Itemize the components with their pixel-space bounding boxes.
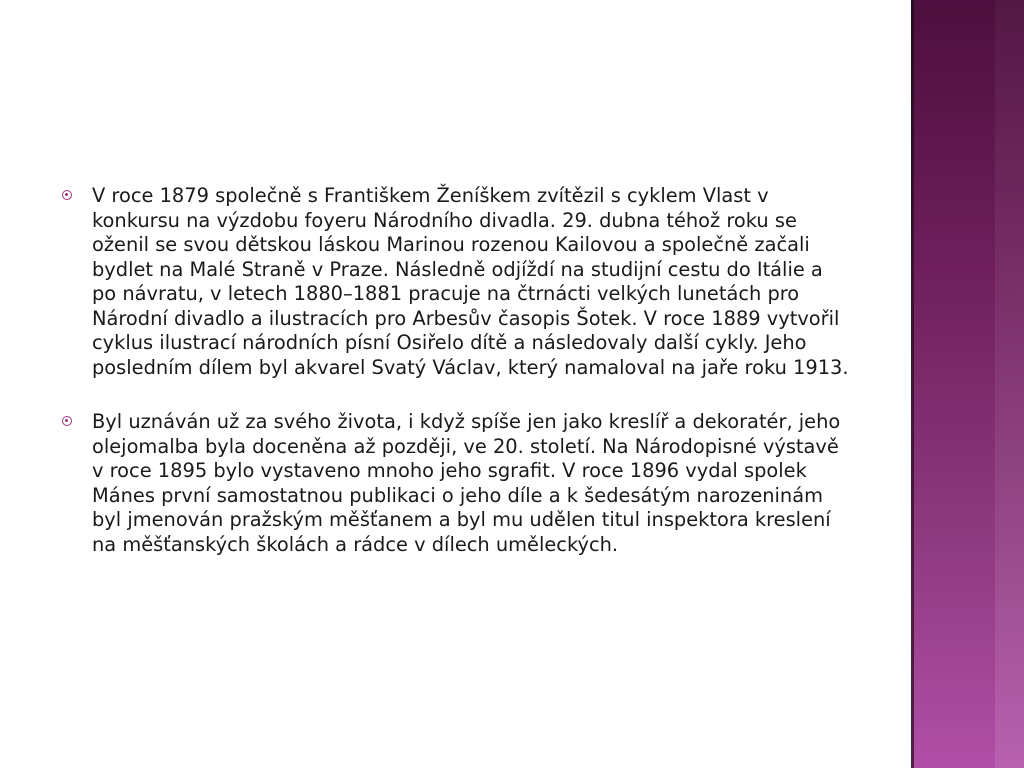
circle-bullet-icon (62, 190, 72, 200)
bullet-text: Byl uznáván už za svého života, i když spíše jen jako kreslíř a dekoratér, jeho olejomalba byla doceněna až později, ve 20. století. Na Národopisné výstavě v roce 1895 bylo vystaveno mnoho jeho sgrafit. V roce 1896 vydal spolek Mánes první samostatnou publikaci o jeho díle a k šedesátým narozeninám byl jmenován pražským měšťanem a byl mu udělen titul inspektora kreslení na měšťanských školách a rádce v dílech uměleckých. (92, 410, 841, 556)
slide-content (62, 184, 852, 587)
bullet-item (62, 184, 852, 380)
bullet-text: V roce 1879 společně s Františkem Ženíškem zvítězil s cyklem Vlast v konkursu na výzdobu foyeru Národního divadla. 29. dubna téhož roku se oženil se svou dětskou láskou Marinou rozenou Kailovou a společně začali bydlet na Malé Straně v Praze. Následně odjíždí na studijní cestu do Itálie a po návratu, v letech 1880–1881 pracuje na čtrnácti velkých lunetách pro Národní divadlo a ilustracích pro Arbesův časopis Šotek. V roce 1889 vytvořil cyklus ilustrací národních písní Osiřelo dítě a následovaly další cykly. Jeho posledním dílem byl akvarel Svatý Václav, který namaloval na jaře roku 1913. (92, 184, 849, 379)
bullet-item (62, 410, 852, 557)
circle-bullet-icon (62, 416, 72, 426)
side-band-edge (911, 0, 914, 768)
side-band-stripe (995, 0, 1024, 768)
